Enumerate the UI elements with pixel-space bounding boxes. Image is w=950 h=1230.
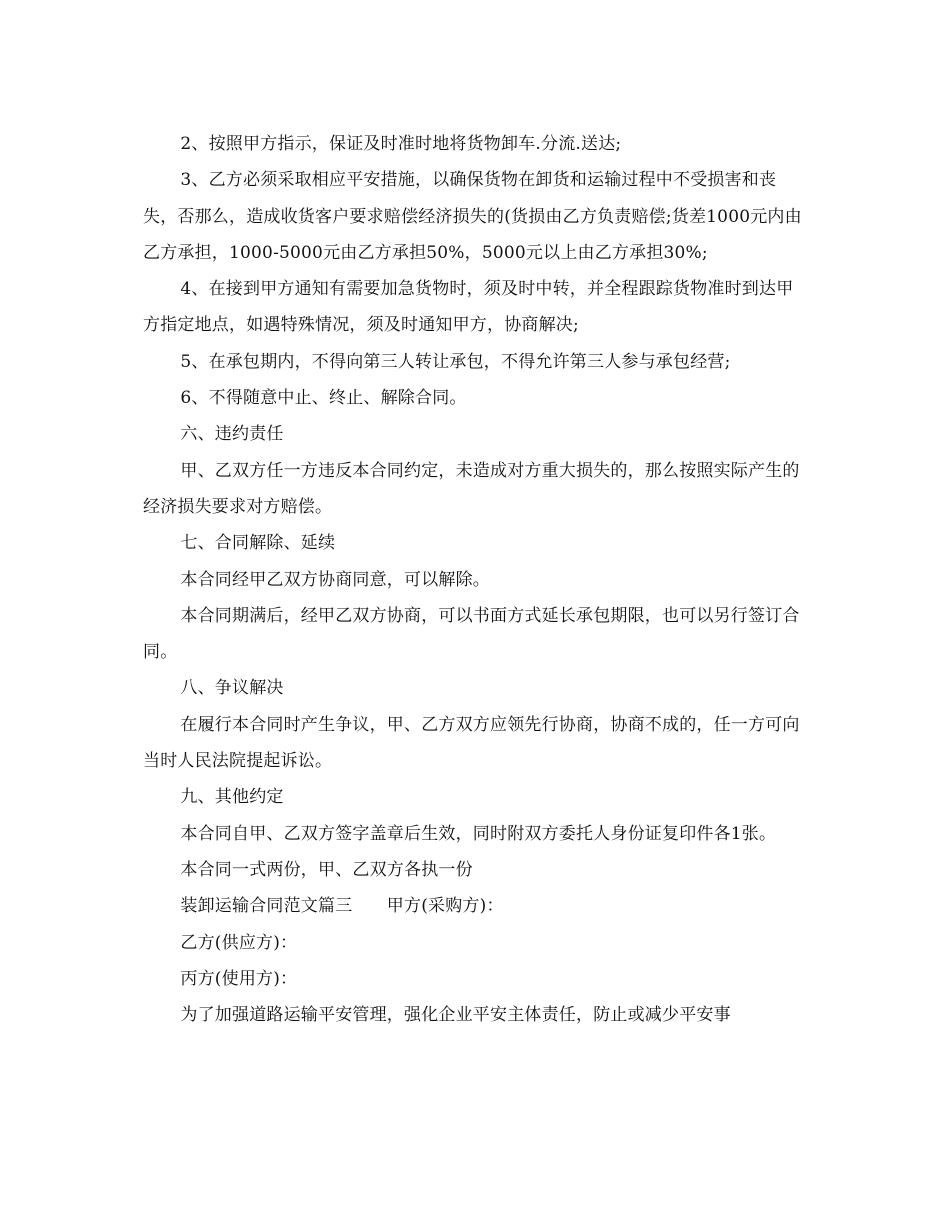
paragraph-breach: 甲、乙双方任一方违反本合同约定，未造成对方重大损失的，那么按照实际产生的经济损失要求对方赔偿。 bbox=[143, 460, 800, 517]
paragraph-clause-5-6: 6、不得随意中止、终止、解除合同。 bbox=[180, 388, 467, 409]
party-b-line: 乙方(供应方)： bbox=[180, 932, 298, 953]
paragraph-clause-5-4: 4、在接到甲方通知有需要加急货物时，须及时中转，并全程跟踪货物准时到达甲方指定地点，如遇特殊情况，须及时通知甲方，协商解决; bbox=[143, 279, 794, 336]
paragraph-clause-5-5: 5、在承包期内，不得向第三人转让承包，不得允许第三人参与承包经营; bbox=[180, 351, 731, 372]
paragraph-dispute: 在履行本合同时产生争议，甲、乙方双方应领先行协商，协商不成的，任一方可向当时人民法院提起诉讼。 bbox=[143, 714, 800, 772]
section-heading-breach: 六、违约责任 bbox=[180, 424, 284, 445]
paragraph-other-2: 本合同一式两份，甲、乙双方各执一份 bbox=[180, 859, 473, 880]
paragraph-safety-intro: 为了加强道路运输平安管理，强化企业平安主体责任，防止或减少平安事 bbox=[180, 1005, 731, 1026]
document-body bbox=[143, 126, 807, 1033]
paragraph-clause-5-2: 2、按照甲方指示，保证及时准时地将货物卸车.分流.送达; bbox=[180, 134, 622, 154]
paragraph-termination-2: 本合同期满后，经甲乙双方协商，可以书面方式延长承包期限，也可以另行签订合同。 bbox=[143, 605, 800, 663]
paragraph-other-1: 本合同自甲、乙双方签字盖章后生效，同时附双方委托人身份证复印件各1张。 bbox=[180, 823, 777, 844]
paragraph-clause-5-3: 3、乙方必须采取相应平安措施，以确保货物在卸货和运输过程中不受损害和丧失，否那么，造成收货客户要求赔偿经济损失的(货损由乙方负责赔偿;货差1000元内由乙方承担，1000-5000元由乙方承担50%，5000元以上由乙方承担30%; bbox=[143, 170, 802, 263]
section-heading-other: 九、其他约定 bbox=[180, 787, 284, 808]
party-c-line: 丙方(使用方)： bbox=[180, 968, 298, 989]
contract-three-title: 装卸运输合同范文篇三 甲方(采购方)： bbox=[180, 896, 504, 917]
paragraph-termination-1: 本合同经甲乙双方协商同意，可以解除。 bbox=[180, 569, 490, 590]
section-heading-termination: 七、合同解除、延续 bbox=[180, 533, 336, 554]
section-heading-dispute: 八、争议解决 bbox=[180, 678, 284, 699]
